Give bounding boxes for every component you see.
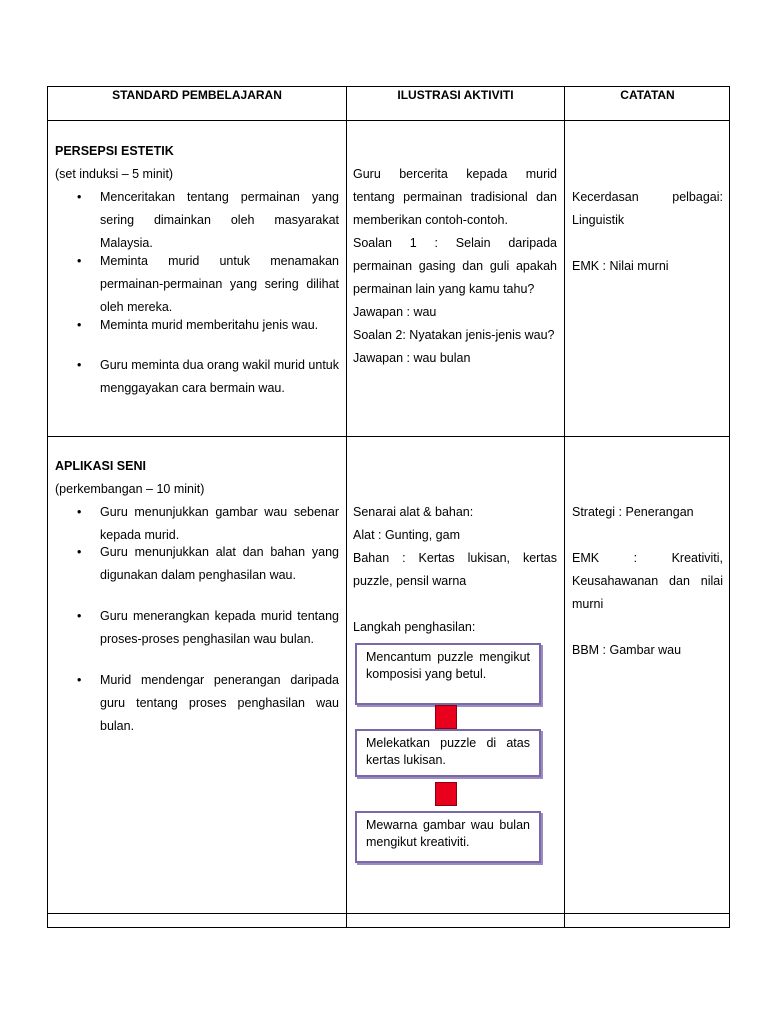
activity-paragraph: Soalan 2: Nyatakan jenis-jenis wau? [353, 328, 555, 342]
note-text: Kecerdasan pelbagai: Linguistik [572, 190, 723, 227]
arrow-down-icon [435, 705, 457, 729]
row2-notes [572, 501, 723, 662]
activity-paragraph: Soalan 1 : Selain daripada permainan gasing dan guli apakah permainan lain yang kamu tahu? [353, 236, 557, 296]
activity-paragraph: Langkah penghasilan: [353, 620, 476, 634]
production-steps-flowchart [355, 643, 546, 865]
note-text: EMK : Kreativiti, Keusahawanan dan nilai murni [572, 551, 723, 611]
column-divider-1 [346, 87, 347, 927]
section-subtitle: (set induksi – 5 minit) [55, 167, 174, 181]
row1-notes [572, 186, 723, 278]
section-subtitle: (perkembangan – 10 minit) [55, 482, 205, 496]
activity-paragraph: Alat : Gunting, gam [353, 528, 461, 542]
list-item: • Guru menunjukkan gambar wau sebenar kepada murid. [55, 501, 339, 541]
note-text: Strategi : Penerangan [572, 505, 694, 519]
row2-bullet-list [55, 501, 339, 738]
list-item: • Guru menunjukkan alat dan bahan yang digunakan dalam penghasilan wau. [55, 541, 339, 605]
activity-paragraph: Jawapan : wau bulan [353, 351, 471, 365]
section-title-aplikasi-seni: APLIKASI SENI [55, 459, 146, 473]
activity-paragraph: Senarai alat & bahan: [353, 505, 474, 519]
row1-standard [55, 140, 339, 400]
activity-paragraph: Guru bercerita kepada murid tentang permainan tradisional dan memberikan contoh-contoh. [353, 167, 557, 227]
row1-activity [353, 163, 557, 370]
step-box-2: Melekatkan puzzle di atas kertas lukisan. [355, 729, 541, 777]
header-divider [48, 120, 729, 121]
row2-standard [55, 455, 339, 738]
list-item: • Guru meminta dua orang wakil murid untuk menggayakan cara bermain wau. [55, 354, 339, 400]
header-ilustrasi-aktiviti: ILUSTRASI AKTIVITI [397, 88, 514, 102]
row-divider-1 [48, 436, 729, 437]
list-item: • Menceritakan tentang permainan yang sering dimainkan oleh masyarakat Malaysia. [55, 186, 339, 250]
arrow-down-icon [435, 782, 457, 806]
row1-bullet-list [55, 186, 339, 400]
header-catatan: CATATAN [620, 88, 675, 102]
column-divider-2 [564, 87, 565, 927]
header-standard-pembelajaran: STANDARD PEMBELAJARAN [112, 88, 282, 102]
note-text: EMK : Nilai murni [572, 259, 669, 273]
list-item: • Murid mendengar penerangan daripada guru tentang proses penghasilan wau bulan. [55, 669, 339, 738]
step-box-3: Mewarna gambar wau bulan mengikut kreativiti. [355, 811, 541, 863]
list-item: • Guru menerangkan kepada murid tentang proses-proses penghasilan wau bulan. [55, 605, 339, 669]
list-item: • Meminta murid memberitahu jenis wau. [55, 314, 339, 354]
row-divider-2 [48, 913, 729, 914]
note-text: BBM : Gambar wau [572, 643, 682, 657]
step-box-1: Mencantum puzzle mengikut komposisi yang betul. [355, 643, 541, 705]
activity-paragraph: Jawapan : wau [353, 305, 437, 319]
section-title-persepsi-estetik: PERSEPSI ESTETIK [55, 144, 174, 158]
list-item: • Meminta murid untuk menamakan permainan-permainan yang sering dilihat oleh mereka. [55, 250, 339, 314]
row2-activity [353, 501, 557, 639]
activity-paragraph: Bahan : Kertas lukisan, kertas puzzle, pensil warna [353, 551, 557, 588]
